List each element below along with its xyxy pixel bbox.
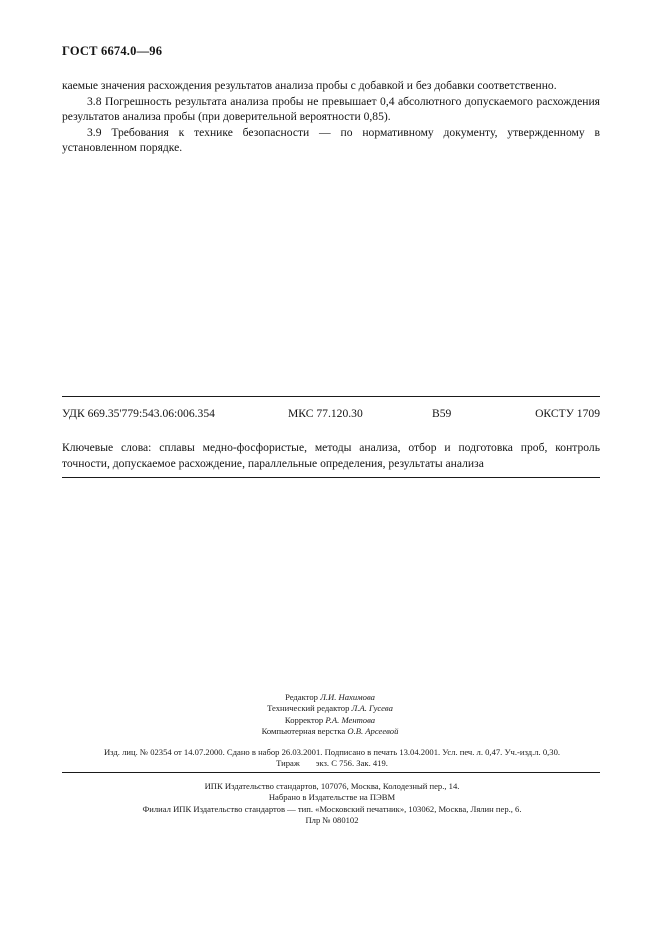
top-rule <box>62 396 600 397</box>
publication-info <box>62 747 602 770</box>
printing-info <box>62 781 602 826</box>
body-text <box>62 78 600 156</box>
publication-line-1: Изд. лиц. № 02354 от 14.07.2000. Сдано в набор 26.03.2001. Подписано в печать 13.04.2001. Усл. печ. л. 0,47. Уч.-изд.л. 0,30. <box>103 747 561 757</box>
printing-line-3: Филиал ИПК Издательство стандартов — тип. «Московский печатник», 103062, Москва, Лялин пер., 6. <box>142 803 522 814</box>
imprint-rule <box>62 772 600 773</box>
okstu-code: ОКСТУ 1709 <box>535 407 600 420</box>
paragraph-3-9: 3.9 Требования к технике безопасности — по нормативному документу, утвержденному в установленном порядке. <box>62 125 600 154</box>
tech-editor-line: Технический редактор Л.А. Гусева <box>267 703 393 714</box>
paragraph-continuation: каемые значения расхождения результатов анализа пробы с добавкой и без добавки соответственно. <box>62 79 557 92</box>
paragraph-3-8: 3.8 Погрешность результата анализа пробы не превышает 0,4 абсолютного допускаемого расхождения результатов анализа пробы (при доверительной вероятности 0,85). <box>62 94 600 123</box>
printing-line-2: Набрано в Издательстве на ПЭВМ <box>268 792 396 803</box>
layout-line: Компьютерная верстка О.В. Арсеевой <box>261 725 399 736</box>
credits-block <box>150 692 510 737</box>
udc-code: УДК 669.35'779:543.06:006.354 <box>62 407 215 420</box>
corrector-line: Корректор Р.А. Ментова <box>284 714 376 725</box>
keywords-text: Ключевые слова: сплавы медно-фосфористые, методы анализа, отбор и подготовка проб, контроль точности, допускаемое расхождение, параллельные определения, результаты анализа <box>62 441 600 470</box>
publication-line-2: Тираж экз. С 756. Зак. 419. <box>276 758 388 769</box>
editor-line: Редактор Л.И. Нахимова <box>285 692 375 702</box>
document-header-title: ГОСТ 6674.0—96 <box>62 44 163 58</box>
mks-code: МКС 77.120.30 <box>288 407 363 420</box>
classification-row <box>62 407 600 423</box>
printing-line-1: ИПК Издательство стандартов, 107076, Москва, Колодезный пер., 14. <box>204 781 460 791</box>
printing-line-4: Плр № 080102 <box>305 814 359 825</box>
bottom-rule <box>62 477 600 478</box>
group-code: В59 <box>432 407 452 420</box>
